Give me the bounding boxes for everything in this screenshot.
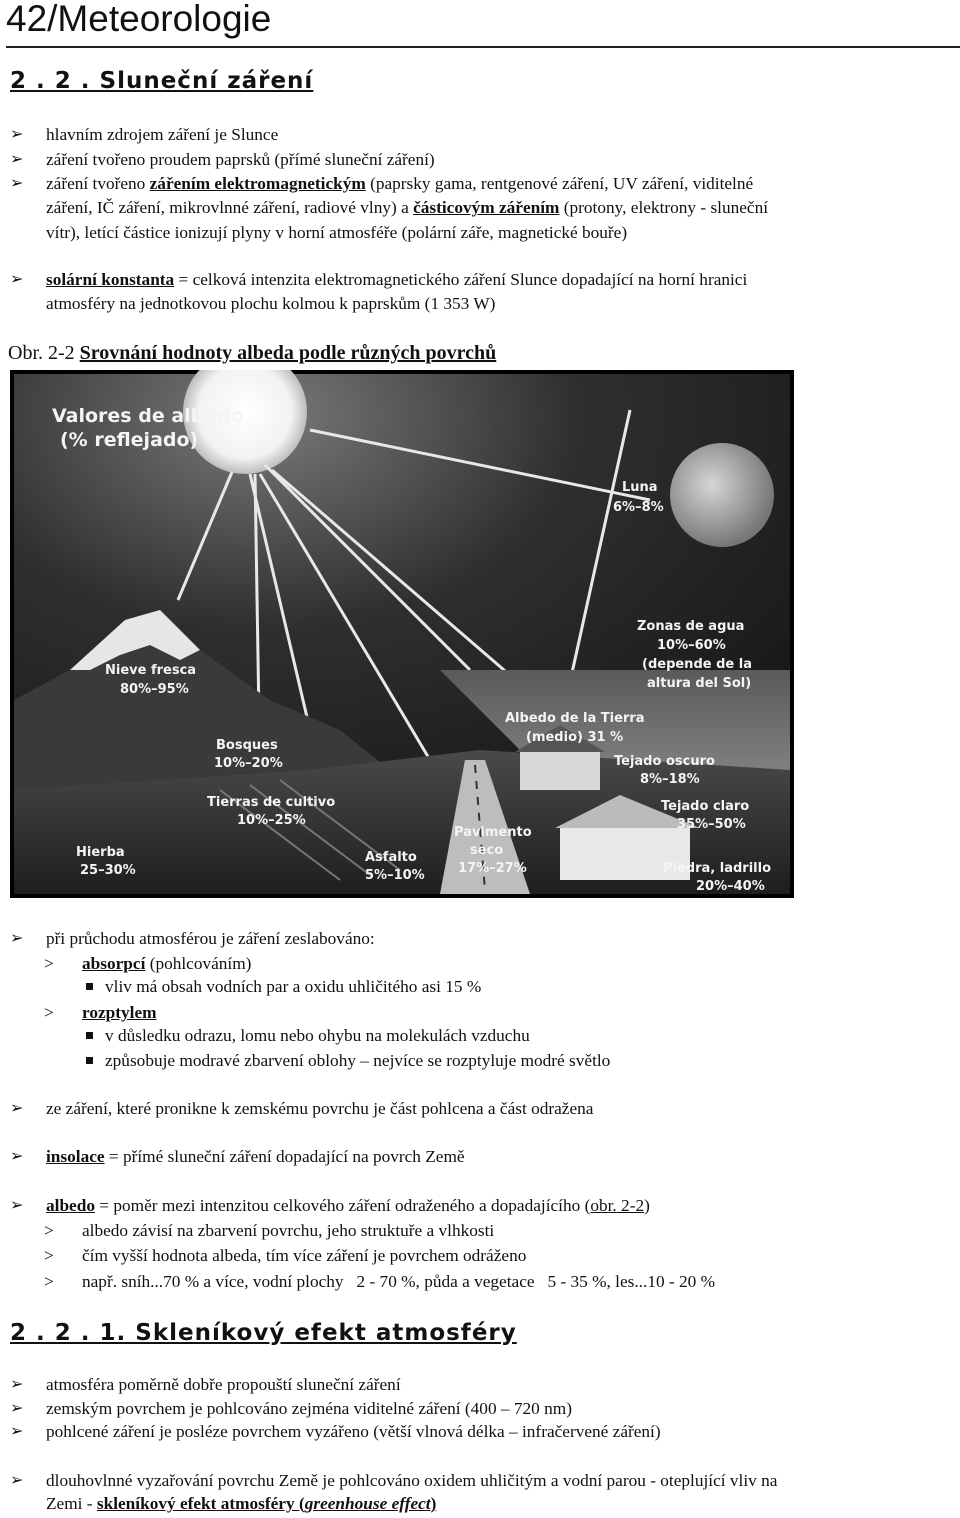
page-header-title: 42/Meteorologie (6, 0, 272, 39)
label-tejado-oscuro-value: 8%–18% (640, 772, 700, 787)
label-bosques-value: 10%–20% (214, 756, 283, 771)
bullet-arrow-icon: ➢ (10, 930, 24, 947)
section-heading-sklenikovy-efekt: 2 . 2 . 1. Skleníkový efekt atmosféry (10, 1320, 517, 1346)
label-pavimento-extra1: 17%–27% (458, 861, 527, 876)
sub-bullet-symbol: > (44, 954, 54, 973)
term-elektromagneticke: zářením elektromagnetickým (149, 174, 366, 193)
label-cultivo-name: Tierras de cultivo (207, 795, 336, 810)
label-pavimento-name: Pavimento (454, 825, 532, 840)
text-line: solární konstanta = celková intenzita elektromagnetického záření Slunce dopadající na horní hranici (46, 270, 748, 289)
label-asfalto-value: 5%–10% (365, 868, 425, 883)
term-rozptylem: rozptylem (82, 1003, 157, 1022)
label-asfalto-name: Asfalto (365, 850, 417, 865)
sub-bullet-symbol: > (44, 1272, 54, 1291)
square-bullet-icon (86, 1057, 93, 1064)
term-solarni-konstanta: solární konstanta (46, 270, 175, 289)
bullet-arrow-icon: ➢ (10, 1400, 24, 1417)
section-heading-slunecni-zareni: 2 . 2 . Sluneční záření (10, 68, 314, 94)
label-bosques-name: Bosques (216, 738, 278, 753)
bullet-arrow-icon: ➢ (10, 1423, 24, 1440)
text-line: atmosféra poměrně dobře propouští sluneční záření (46, 1375, 401, 1394)
text-line: v důsledku odrazu, lomu nebo ohybu na molekulách vzduchu (105, 1026, 530, 1045)
label-hierba-name: Hierba (76, 845, 125, 860)
text-line: při průchodu atmosférou je záření zeslabováno: (46, 929, 375, 948)
label-piedra-name: Piedra, ladrillo (663, 861, 771, 876)
text-line: albedo = poměr mezi intenzitou celkového záření odraženého a dopadajícího (obr. 2-2) (46, 1196, 650, 1215)
text-line: Zemi - skleníkový efekt atmosféry (greenhouse effect) (46, 1494, 437, 1513)
text-line: vítr), letící částice ionizují plyny v horní atmosféře (polární záře, magnetické bouře) (46, 223, 628, 242)
figure-title-line1: Valores de albedo (52, 405, 244, 427)
text-line: způsobuje modravé zbarvení oblohy – nejvíce se rozptyluje modré světlo (105, 1051, 611, 1070)
albedo-illustration (10, 370, 794, 898)
text-line: čím vyšší hodnota albeda, tím více záření je povrchem odráženo (82, 1246, 527, 1265)
text-line: záření tvořeno zářením elektromagnetickým (paprsky gama, rentgenové záření, UV záření, viditelné (46, 174, 754, 193)
bullet-arrow-icon: ➢ (10, 1472, 24, 1489)
text-line: albedo závisí na zbarvení povrchu, jeho struktuře a vlhkosti (82, 1221, 495, 1240)
label-luna-name: Luna (622, 480, 658, 495)
term-absorpci: absorpcí (82, 954, 146, 973)
bullet-arrow-icon: ➢ (10, 1148, 24, 1165)
bullet-arrow-icon: ➢ (10, 1376, 24, 1393)
label-tejado-claro-value: 35%–50% (677, 817, 746, 832)
text-line: zemským povrchem je pohlcováno zejména viditelné záření (400 – 720 nm) (46, 1399, 572, 1418)
text-line: atmosféry na jednotkovou plochu kolmou k paprskům (1 353 W) (46, 294, 496, 313)
label-tierra-name: Albedo de la Tierra (505, 711, 645, 726)
text-line: absorpcí (pohlcováním) (82, 954, 252, 973)
bullet-arrow-icon: ➢ (10, 1197, 24, 1214)
text-line: hlavním zdrojem záření je Slunce (46, 125, 279, 144)
term-albedo: albedo (46, 1196, 95, 1215)
term-casticove: částicovým zářením (413, 198, 560, 217)
albedo-figure (10, 370, 794, 898)
figure-caption: Obr. 2-2 Srovnání hodnoty albeda podle různých povrchů (8, 342, 497, 364)
moon-icon (670, 443, 774, 547)
text-line: insolace = přímé sluneční záření dopadající na povrch Země (46, 1147, 465, 1166)
text-line (82, 1002, 157, 1024)
label-luna-value: 6%–8% (613, 500, 664, 515)
square-bullet-icon (86, 1032, 93, 1039)
label-tierra-value: (medio) 31 % (526, 730, 624, 745)
bullet-arrow-icon: ➢ (10, 126, 24, 143)
term-insolace: insolace (46, 1147, 105, 1166)
label-hierba-value: 25–30% (80, 863, 136, 878)
label-piedra-value: 20%–40% (696, 879, 765, 894)
bullet-arrow-icon: ➢ (10, 271, 24, 288)
bullet-arrow-icon: ➢ (10, 1100, 24, 1117)
bullet-arrow-icon: ➢ (10, 175, 24, 192)
label-agua-value: 10%–60% (657, 638, 726, 653)
square-bullet-icon (86, 983, 93, 990)
label-agua-extra2: altura del Sol) (647, 676, 752, 691)
figure-title-line2: (% reflejado) (60, 429, 199, 451)
sub-bullet-symbol: > (44, 1003, 54, 1022)
sub-bullet-symbol: > (44, 1221, 54, 1240)
text-line: záření tvořeno proudem paprsků (přímé sluneční záření) (46, 150, 435, 169)
label-agua-extra1: (depende de la (642, 657, 752, 672)
label-agua-name: Zonas de agua (637, 619, 745, 634)
label-pavimento-value: seco (470, 843, 504, 858)
label-tejado-oscuro-name: Tejado oscuro (614, 754, 715, 769)
page-header (6, 0, 960, 48)
text-line: dlouhovlnné vyzařování povrchu Země je pohlcováno oxidem uhličitým a vodní parou - oteplující vliv na (46, 1471, 778, 1490)
figure-reference-link[interactable]: obr. 2-2 (590, 1196, 645, 1215)
text-line: pohlcené záření je posléze povrchem vyzářeno (větší vlnová délka – infračervené záření) (46, 1422, 661, 1441)
term-sklenikovy-efekt: skleníkový efekt atmosféry (96, 1494, 295, 1513)
text-line: např. sníh...70 % a více, vodní plochy 2 - 70 %, půda a vegetace 5 - 35 %, les...10 - 20 % (82, 1272, 716, 1291)
text-line: ze záření, které pronikne k zemskému povrchu je část pohlcena a část odražena (46, 1099, 594, 1118)
text-line: vliv má obsah vodních par a oxidu uhličitého asi 15 % (105, 977, 482, 996)
bullet-arrow-icon: ➢ (10, 151, 24, 168)
text-line: záření, IČ záření, mikrovlnné záření, radiové vlny) a částicovým zářením (protony, elektrony - sluneční (46, 198, 769, 217)
label-tejado-claro-name: Tejado claro (661, 799, 750, 814)
label-nieve-value: 80%–95% (120, 682, 189, 697)
sub-bullet-symbol: > (44, 1246, 54, 1265)
label-nieve-name: Nieve fresca (105, 663, 197, 678)
label-cultivo-value: 10%–25% (237, 813, 306, 828)
